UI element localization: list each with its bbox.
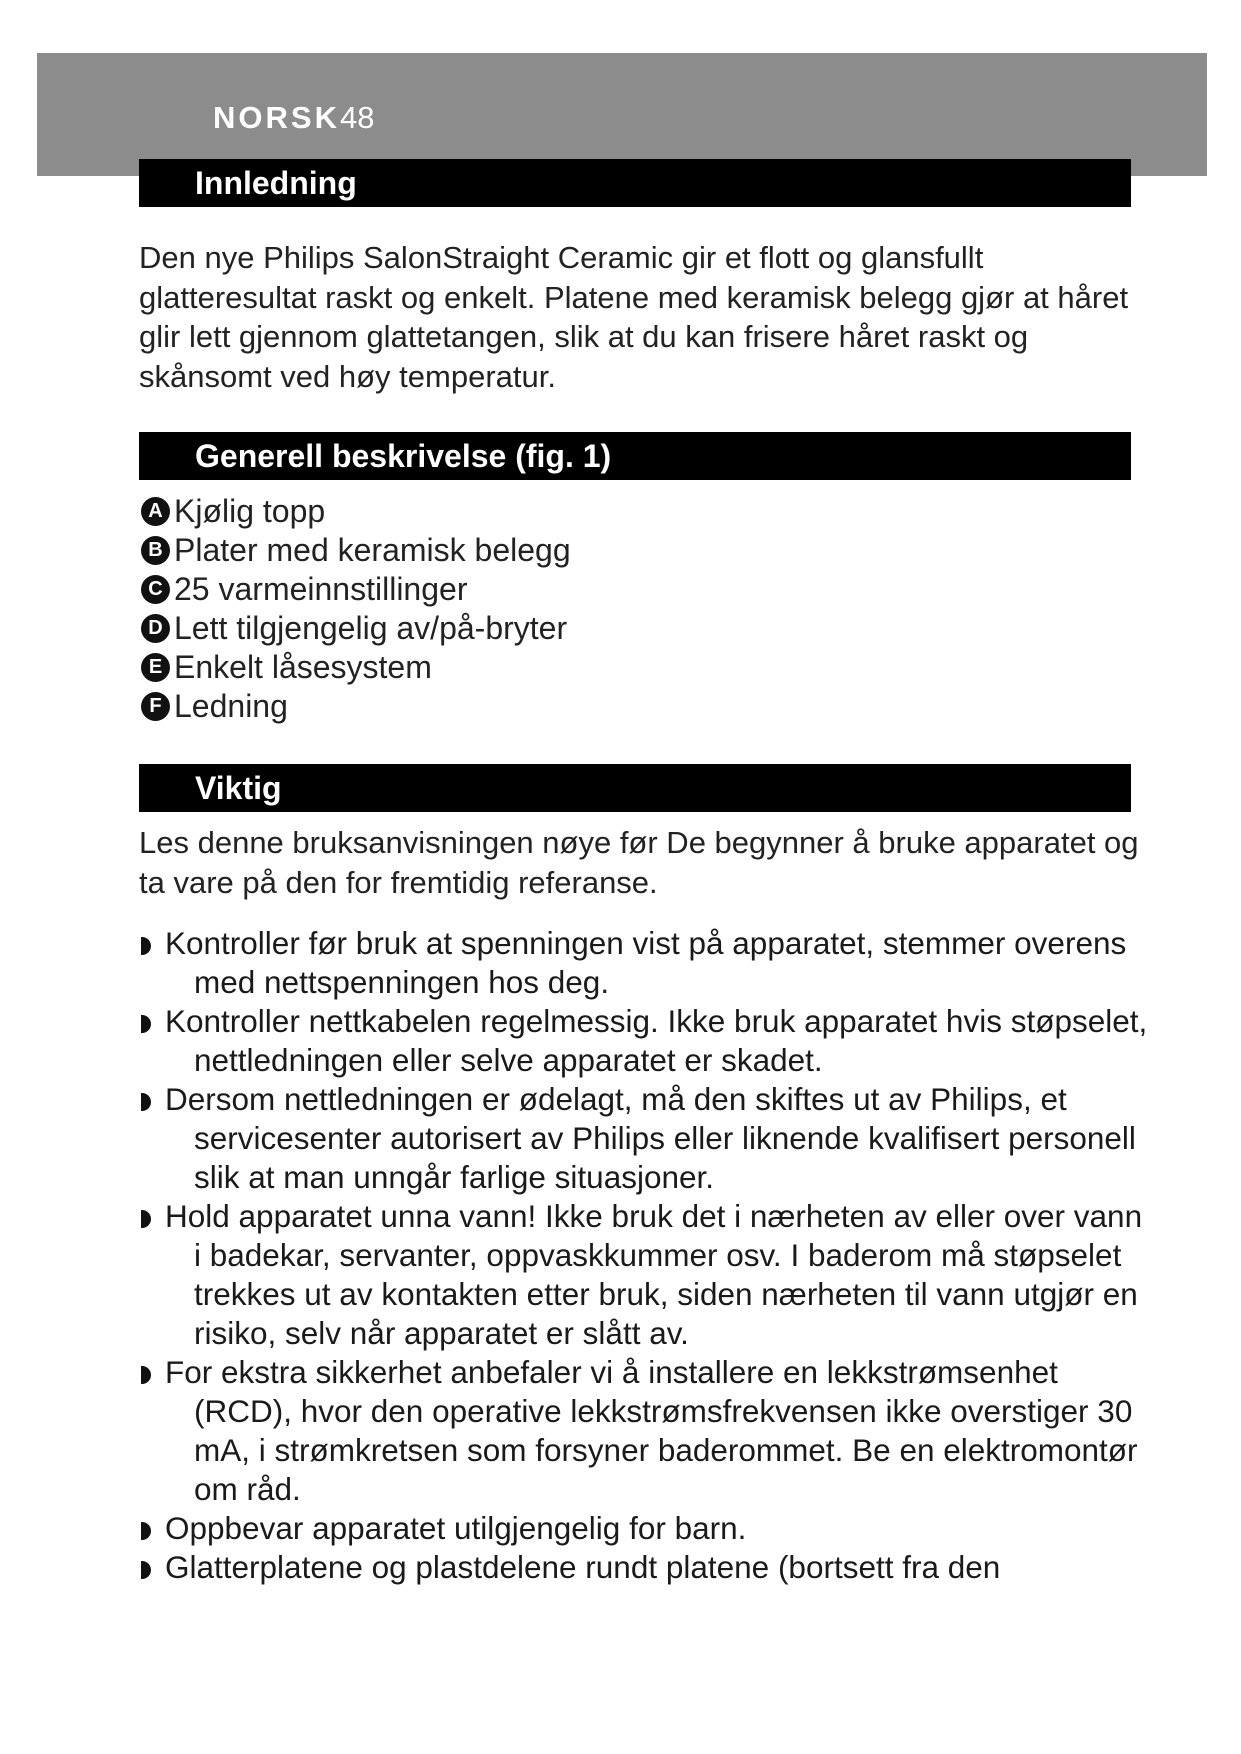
language-label [213,100,374,136]
section-heading-important: Viktig [139,764,1131,812]
bullet-icon [141,1015,151,1033]
part-item [141,609,571,648]
part-label: Kjølig topp [174,493,326,529]
part-item [141,492,571,531]
part-letter-badge: C [141,575,170,604]
warning-text: Hold apparatet unna vann! Ikke bruk det i nærheten av eller over vann i badekar, servanter, oppvaskkummer osv. I baderom må støpselet trekkes ut av kontakten etter bruk, siden nærheten til vann utgjør en risiko, selv når apparatet er slått av. [165,1198,1143,1351]
part-label: Plater med keramisk belegg [174,532,571,568]
part-letter-badge: B [141,536,170,565]
part-label: Lett tilgjengelig av/på-bryter [174,610,568,646]
warning-text: Dersom nettledningen er ødelagt, må den skiftes ut av Philips, et servicesenter autorisert av Philips eller liknende kvalifisert personell slik at man unngår farlige situasjoner. [165,1081,1136,1195]
warning-item [139,1002,1149,1080]
warning-text: Kontroller nettkabelen regelmessig. Ikke bruk apparatet hvis støpselet, nettledningen eller selve apparatet er skadet. [165,1003,1148,1078]
section-heading-intro: Innledning [139,159,1131,207]
part-item [141,531,571,570]
warning-item [139,1509,1149,1548]
part-label: 25 varmeinnstillinger [174,571,468,607]
warning-item [139,1080,1149,1197]
part-letter-badge: F [141,692,170,721]
warning-text: Glatterplatene og plastdelene rundt platene (bortsett fra den [165,1549,1001,1585]
part-item [141,648,571,687]
bullet-icon [141,1522,151,1540]
language-name: NORSK [213,100,340,135]
important-intro: Les denne bruksanvisningen nøye før De begynner å bruke apparatet og ta vare på den for fremtidig referanse. [139,825,1139,900]
bullet-icon [141,1561,151,1579]
bullet-icon [141,1093,151,1111]
part-letter-badge: E [141,653,170,682]
warning-item [139,924,1149,1002]
warning-item [139,1548,1149,1587]
warning-text: Kontroller før bruk at spenningen vist på apparatet, stemmer overens med nettspenningen hos deg. [165,925,1127,1000]
section-heading-description: Generell beskrivelse (fig. 1) [139,432,1131,480]
warning-text: Oppbevar apparatet utilgjengelig for barn. [165,1510,747,1546]
parts-list [141,492,571,726]
page-number: 48 [339,100,375,135]
warning-text: For ekstra sikkerhet anbefaler vi å installere en lekkstrømsenhet (RCD), hvor den operative lekkstrømsfrekvensen ikke overstiger 30 mA, i strømkretsen som forsyner baderommet. Be en elektromontør om råd. [165,1354,1138,1507]
bullet-icon [141,937,151,955]
part-item [141,687,571,726]
warning-item [139,1197,1149,1353]
part-item [141,570,571,609]
intro-paragraph: Den nye Philips SalonStraight Ceramic gir et flott og glansfullt glatteresultat raskt og enkelt. Platene med keramisk belegg gjør at håret glir lett gjennom glattetangen, slik at du kan frisere håret raskt og skånsomt ved høy temperatur. [139,240,1129,394]
warnings-list [139,924,1149,1587]
part-label: Enkelt låsesystem [174,649,432,685]
bullet-icon [141,1366,151,1384]
part-letter-badge: D [141,614,170,643]
bullet-icon [141,1210,151,1228]
warning-item [139,1353,1149,1509]
part-label: Ledning [174,688,288,724]
part-letter-badge: A [141,497,170,526]
